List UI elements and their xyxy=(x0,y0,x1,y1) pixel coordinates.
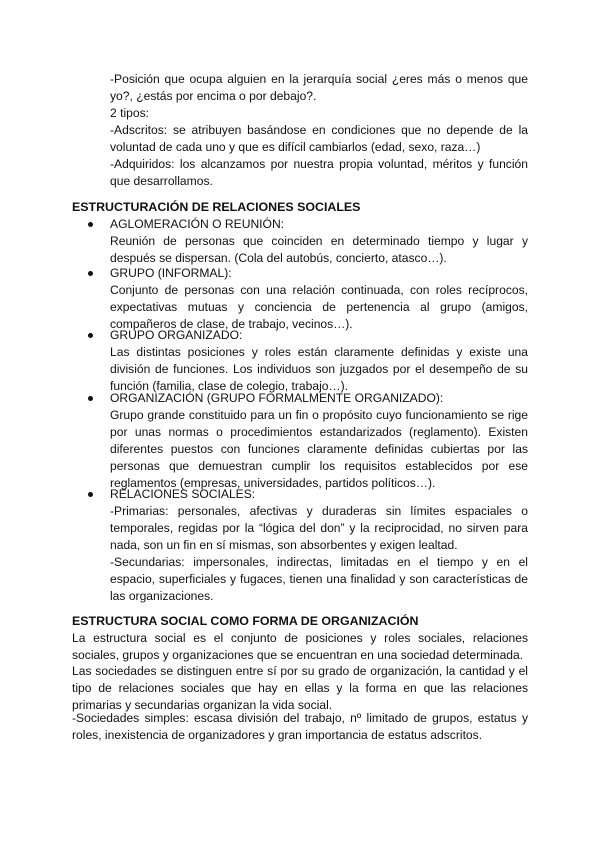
list-item-label: ORGANIZACIÓN (GRUPO FORMALMENTE ORGANIZADO): xyxy=(110,391,444,405)
list-item xyxy=(88,216,528,267)
list-item-description: -Primarias: personales, afectivas y duraderas sin límites espaciales o temporales, regidas por la “lógica del don” y la reciprocidad, no sirven para nada, son un fin en sí mismas, son absorbentes y exigen lealtad. xyxy=(110,504,528,552)
section-heading: ESTRUCTURA SOCIAL COMO FORMA DE ORGANIZACIÓN xyxy=(72,614,419,628)
bullet-icon xyxy=(88,333,93,338)
bullet-icon xyxy=(88,222,93,227)
section-heading: ESTRUCTURACIÓN DE RELACIONES SOCIALES xyxy=(72,200,361,214)
list-item xyxy=(88,327,528,395)
list-item-description: Grupo grande constituido para un fin o propósito cuyo funcionamiento se rige por unas normas o procedimientos estandarizados (reglamento). Existen diferentes puestos con funciones claramente definidas cubiertas por las personas que demuestran cumplir los requisitos establecidos por ese reglamentos (empresas, universidades, partidos políticos…). xyxy=(110,408,528,490)
body-paragraph: -Sociedades simples: escasa división del trabajo, nº limitado de grupos, estatus y roles, inexistencia de organizadores y gran importancia de estatus adscritos. xyxy=(72,711,528,742)
list-item-label: RELACIONES SOCIALES: xyxy=(110,487,256,501)
intro-paragraph-4: -Adquiridos: los alcanzamos por nuestra propia voluntad, méritos y función que desarrollamos. xyxy=(110,157,528,188)
list-item-description: -Secundarias: impersonales, indirectas, limitadas en el tiempo y en el espacio, superficiales y fugaces, tienen una finalidad y son características de las organizaciones. xyxy=(110,555,528,603)
list-item-label: GRUPO (INFORMAL): xyxy=(110,266,232,280)
body-paragraph: La estructura social es el conjunto de posiciones y roles sociales, relaciones sociales, grupos y organizaciones que se encuentran en una sociedad determinada. xyxy=(72,631,528,662)
body-paragraph: Las sociedades se distinguen entre sí por su grado de organización, la cantidad y el tipo de relaciones sociales que hay en ellas y la forma en que las relaciones primarias y secundarias organizan la vida social. xyxy=(72,664,528,712)
list-item xyxy=(88,390,528,492)
bullet-icon xyxy=(88,492,93,497)
intro-paragraph-1: -Posición que ocupa alguien en la jerarquía social ¿eres más o menos que yo?, ¿estás por encima o por debajo?. xyxy=(110,72,528,103)
bullet-icon xyxy=(88,271,93,276)
intro-paragraph-3: -Adscritos: se atribuyen basándose en condiciones que no depende de la voluntad de cada uno y que es difícil cambiarlos (edad, sexo, raza…) xyxy=(110,123,528,154)
list-item xyxy=(88,265,528,333)
list-item xyxy=(88,486,528,605)
list-item-description: Reunión de personas que coinciden en determinado tiempo y lugar y después se dispersan. (Cola del autobús, concierto, atasco…). xyxy=(110,234,528,265)
list-item-label: AGLOMERACIÓN O REUNIÓN: xyxy=(110,217,285,231)
intro-paragraph-2: 2 tipos: xyxy=(110,106,149,120)
list-item-description: Las distintas posiciones y roles están claramente definidas y existe una división de funciones. Los individuos son juzgados por el desempeño de su función (familia, clase de colegio, trabajo…). xyxy=(110,345,528,393)
list-item-label: GRUPO ORGANIZADO: xyxy=(110,328,243,342)
list-item-description: Conjunto de personas con una relación continuada, con roles recíprocos, expectativas mutuas y conciencia de pertenencia al grupo (amigos, compañeros de clase, de trabajo, vecinos…). xyxy=(110,283,528,331)
bullet-icon xyxy=(88,396,93,401)
